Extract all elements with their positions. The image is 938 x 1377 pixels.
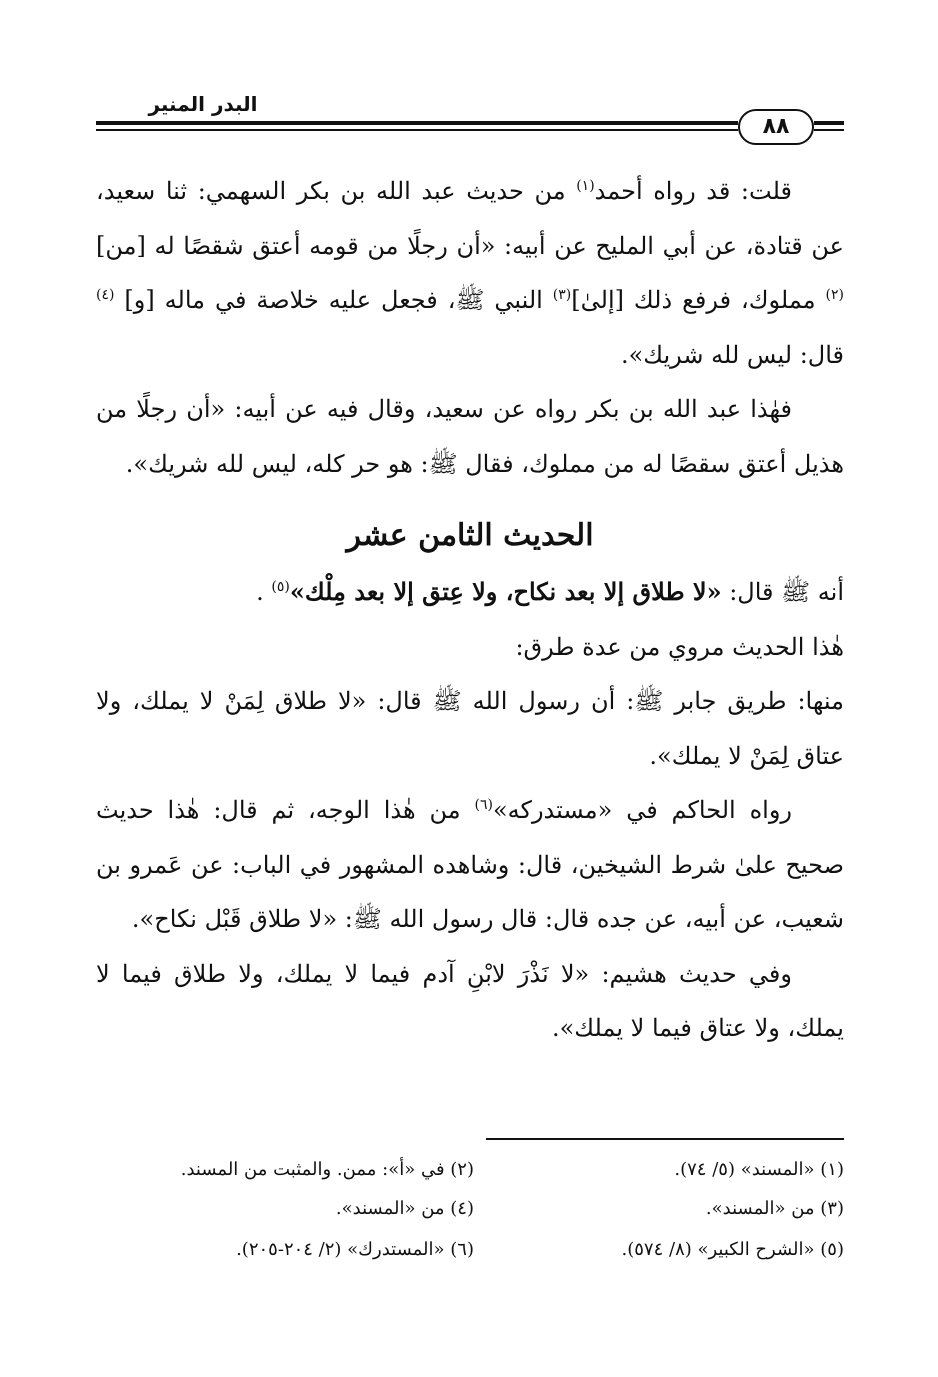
running-header-title: البدر المنير <box>148 92 258 116</box>
paragraph-hushaym: وفي حديث هشيم: «لا نَذْرَ لابْنِ آدم فيما لا يملك، ولا طلاق فيما لا يملك، ولا عتاق فيما لا يملك». <box>96 959 844 1042</box>
section-heading: الحديث الثامن عشر <box>346 518 594 553</box>
paragraph-jabir: منها: طريق جابر ﷺ: أن رسول الله ﷺ قال: «لا طلاق لِمَنْ لا يملك، ولا عتاق لِمَنْ لا يملك». <box>96 687 844 770</box>
footnote-3: (٣) من «المسند». <box>705 1198 844 1219</box>
footnote-2: (٢) في «أ»: ممن. والمثبت من المسند. <box>180 1159 474 1180</box>
header-rule-thick-right <box>814 121 844 125</box>
footnote-ref: (٢) <box>825 287 844 303</box>
footnote-ref: (٥) <box>271 579 290 595</box>
footnote-4: (٤) من «المسند». <box>335 1198 474 1219</box>
main-text <box>96 164 844 1056</box>
footnote-6: (٦) «المستدرك» (٢/ ٢٠٤-٢٠٥). <box>236 1239 474 1260</box>
page-number: ٨٨ <box>738 109 814 145</box>
footnote-1: (١) «المسند» (٥/ ٧٤). <box>674 1159 844 1180</box>
header-rule-thin-right <box>814 129 844 131</box>
paragraph-intro: هٰذا الحديث مروي من عدة طرق: <box>515 632 844 661</box>
footnote-ref: (٦) <box>474 797 493 813</box>
footnote-ref: (١) <box>576 178 595 194</box>
hadith-text: أنه ﷺ قال: «لا طلاق إلا بعد نكاح، ولا عِتق إلا بعد مِلْك»$^{(٥)}$ . <box>256 577 844 606</box>
footnote-5: (٥) «الشرح الكبير» (٨/ ٥٧٤). <box>621 1239 844 1260</box>
paragraph-1: قلت: قد رواه أحمد$^{(١)}$ من حديث عبد الله بن بكر السهمي: ثنا سعيد، عن قتادة، عن أبي المليح عن أبيه: «أن رجلًا من قومه أعتق شقصًا له [من]$^{(٢)}$ مملوك، فرفع ذلك [إلىٰ]$^{(٣)}$ النبي ﷺ، فجعل عليه خلاصة في ماله [و] $^{(٤)}$ قال: ليس لله شريك». <box>96 177 844 369</box>
footnote-ref: (٣) <box>552 287 572 303</box>
header-rule-thin <box>96 129 738 131</box>
footnote-ref: (٤) <box>96 287 115 303</box>
paragraph-2: فهٰذا عبد الله بن بكر رواه عن سعيد، وقال فيه عن أبيه: «أن رجلًا من هذيل أعتق سقصًا له من مملوك، فقال ﷺ: هو حر كله، ليس لله شريك». <box>96 395 844 478</box>
footnote-separator <box>486 1138 844 1140</box>
header-rule-thick <box>96 121 738 125</box>
paragraph-hakim: رواه الحاكم في «مستدركه»$^{(٦)}$ من هٰذا الوجه، ثم قال: هٰذا حديث صحيح علىٰ شرط الشيخين، قال: وشاهده المشهور في الباب: عن عَمرو بن شعيب، عن أبيه، عن جده قال: قال رسول الله ﷺ: «لا طلاق قَبْل نكاح». <box>96 796 844 933</box>
